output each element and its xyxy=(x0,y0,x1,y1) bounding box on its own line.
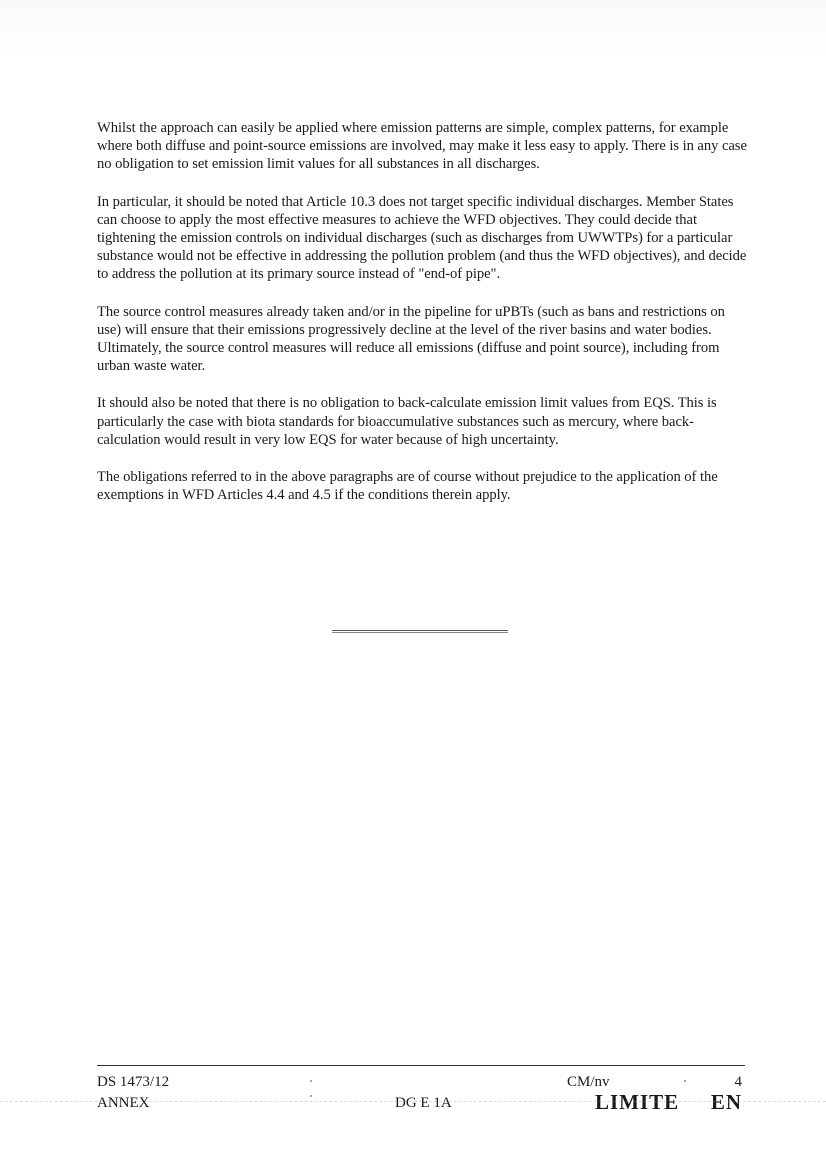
scan-shadow xyxy=(0,0,826,60)
language-code: EN xyxy=(710,1090,742,1114)
directorate-code: DG E 1A xyxy=(395,1095,452,1111)
scan-streak xyxy=(0,1101,826,1102)
paragraph-2: In particular, it should be noted that Article 10.3 does not target specific individual discharges. Member States can choose to apply the most effective measures to achieve the WFD objectives. They could decide that tightening the emission controls on individual discharges (such as discharges from UWWTPs) for a particular substance would not be effective in addressing the pollution problem (and thus the WFD objectives), and decide to address the pollution at its primary source instead of "end-of pipe". xyxy=(97,193,747,283)
document-body xyxy=(97,119,747,523)
scan-mark xyxy=(310,1080,312,1082)
scan-mark xyxy=(684,1080,686,1082)
scan-mark xyxy=(310,1095,312,1097)
document-reference: DS 1473/12 xyxy=(97,1074,170,1090)
page-number: 4 xyxy=(734,1074,742,1090)
end-of-text-rule xyxy=(332,630,508,633)
paragraph-4: It should also be noted that there is no obligation to back-calculate emission limit values from EQS. This is particularly the case with biota standards for bioaccumulative substances such as mercury, where back-calculation would result in very low EQS for water because of high uncertainty. xyxy=(97,395,717,448)
paragraph-1: Whilst the approach can easily be applied where emission patterns are simple, complex patterns, for example where both diffuse and point-source emissions are involved, may make it less easy to apply. There is in any case no obligation to set emission limit values for all substances in all discharges. xyxy=(97,120,747,173)
paragraph-3: The source control measures already taken and/or in the pipeline for uPBTs (such as bans and restrictions on use) will ensure that their emissions progressively decline at the level of the river basins and water bodies. Ultimately, the source control measures will reduce all emissions (diffuse and point source), including from urban waste water. xyxy=(97,303,725,375)
author-initials: CM/nv xyxy=(567,1074,610,1090)
paragraph-5: The obligations referred to in the above paragraphs are of course without prejudice to the application of the exemptions in WFD Articles 4.4 and 4.5 if the conditions therein apply. xyxy=(97,469,718,504)
footer-divider xyxy=(97,1065,745,1066)
classification-marking: LIMITE xyxy=(595,1090,680,1114)
annex-label: ANNEX xyxy=(97,1095,150,1111)
page-footer xyxy=(97,1065,745,1125)
